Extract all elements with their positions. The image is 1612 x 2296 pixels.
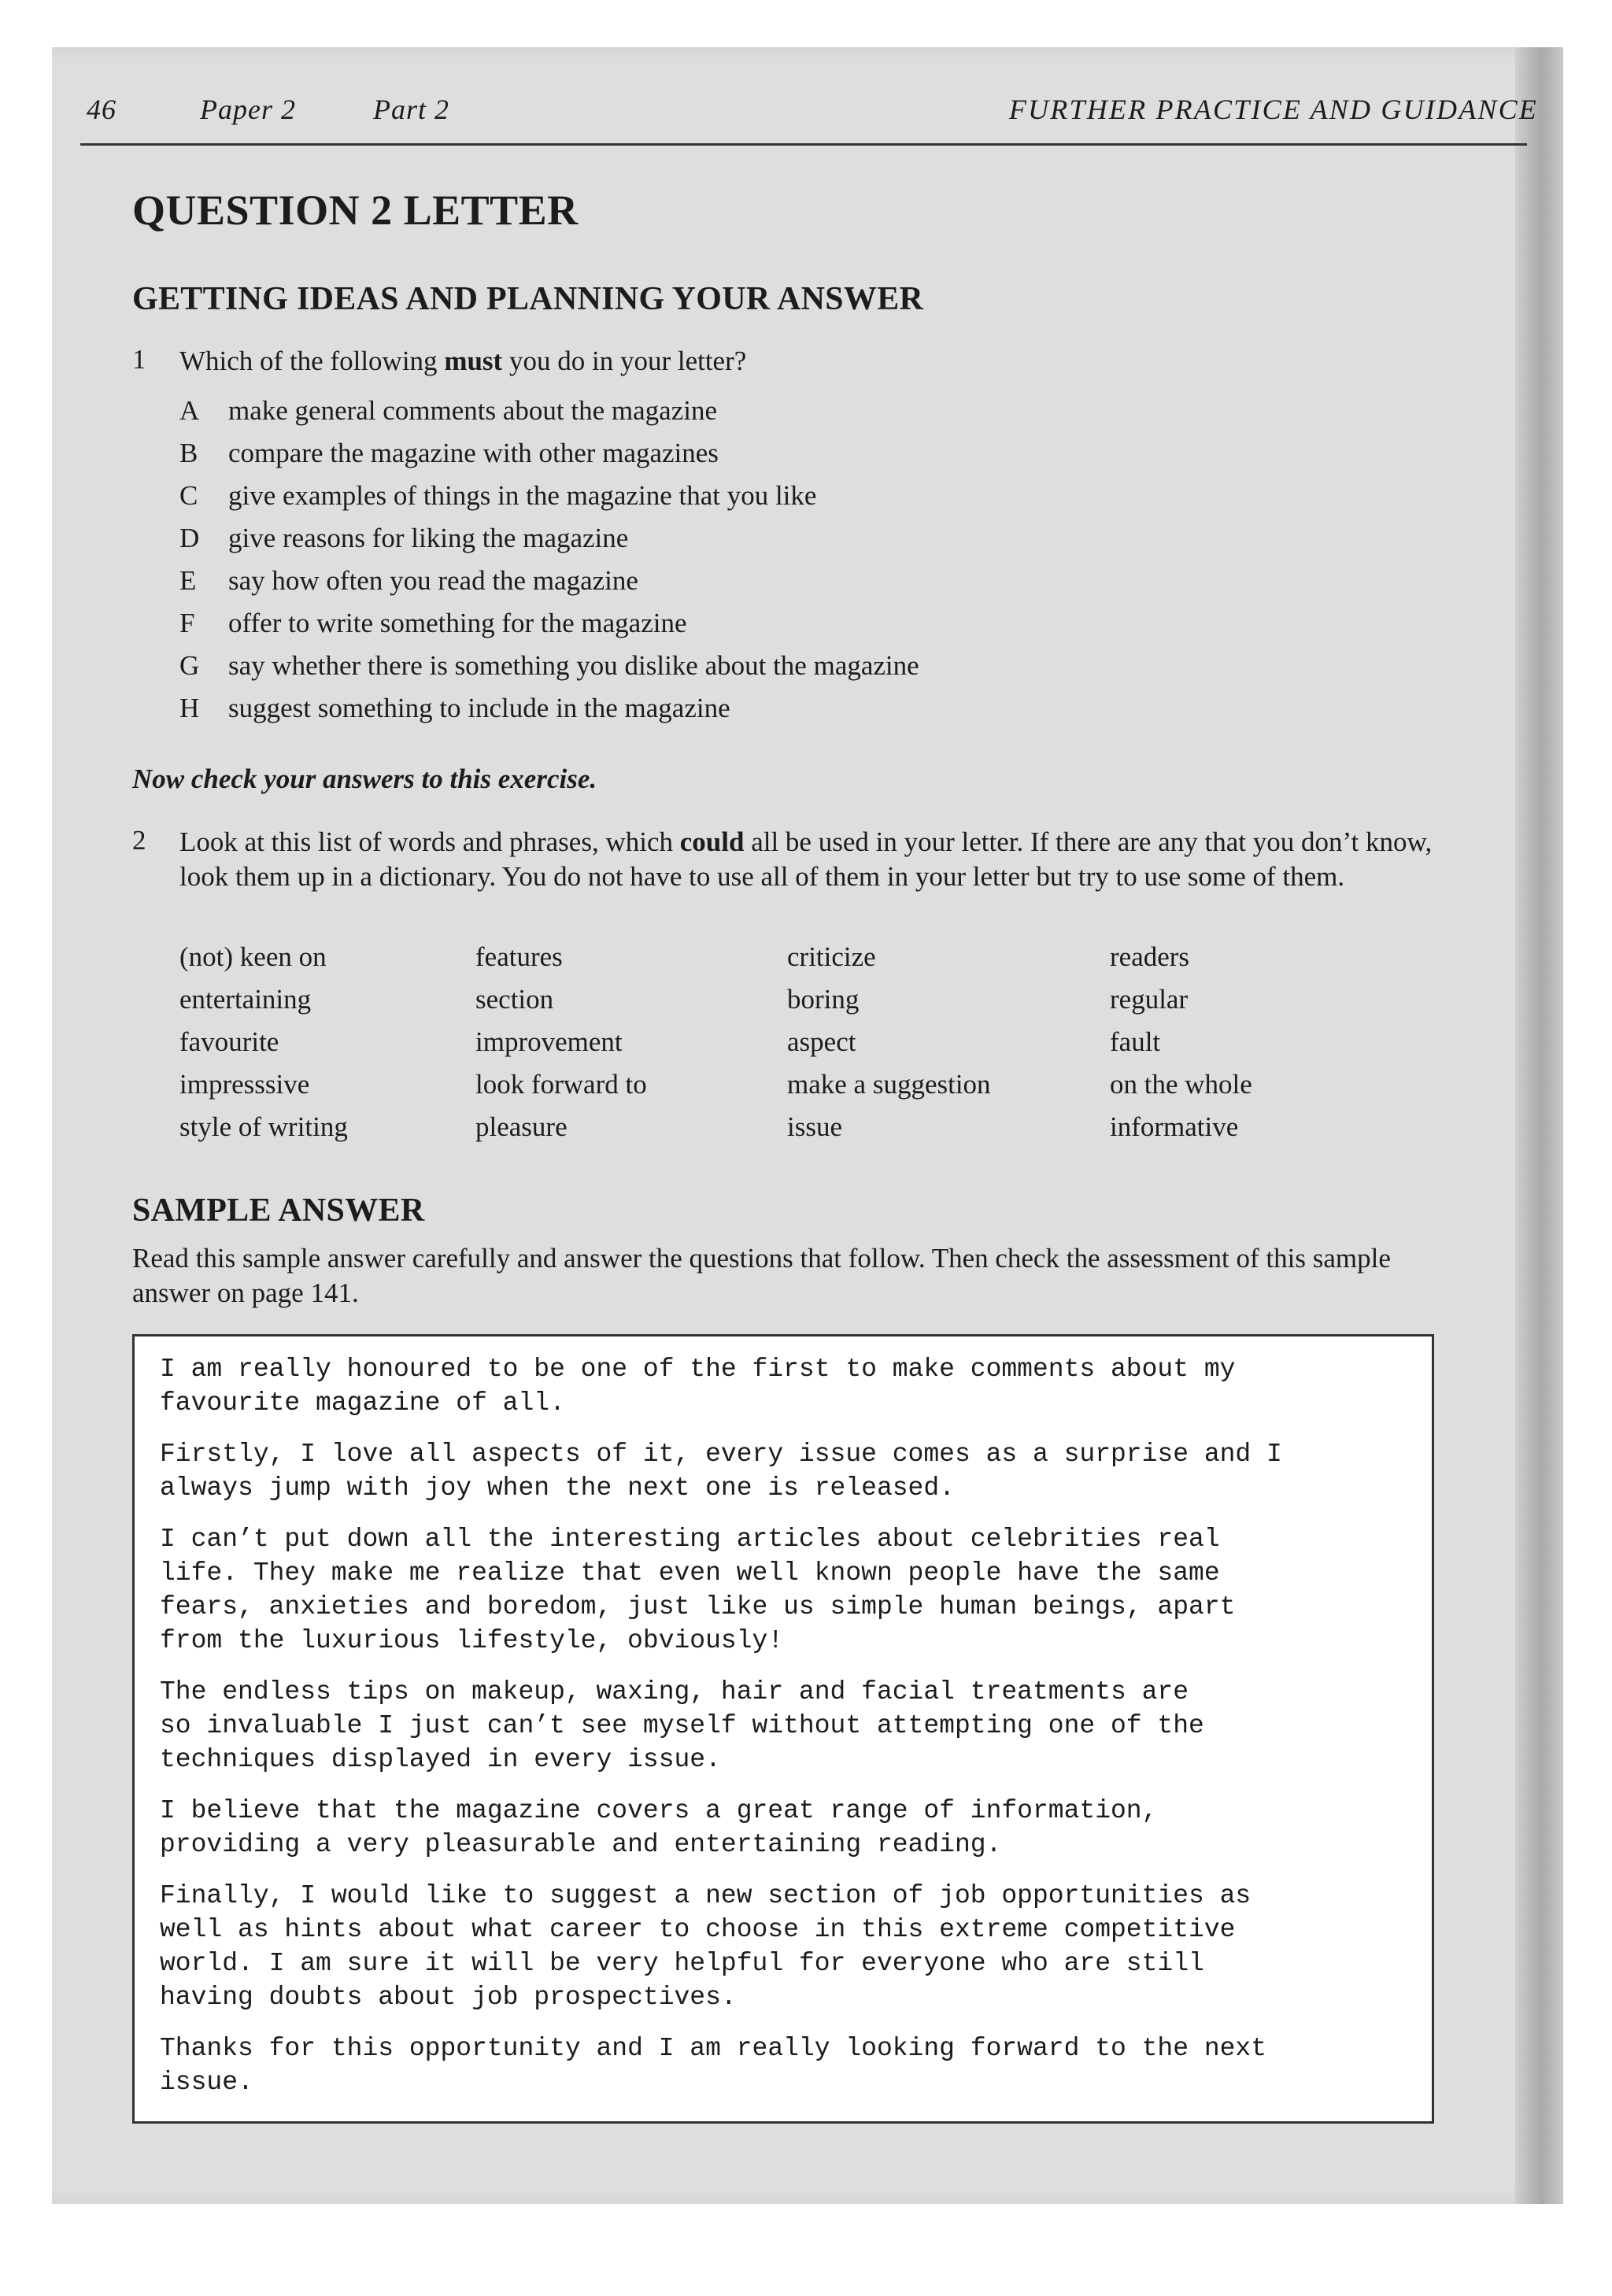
option-text: give examples of things in the magazine that you like: [228, 480, 817, 511]
sample-paragraph: I am really honoured to be one of the first to make comments about my favourite magazine of all.: [160, 1355, 1236, 1418]
word-item: section: [475, 984, 554, 1015]
word-item: style of writing: [179, 1111, 348, 1142]
word-item: readers: [1110, 941, 1190, 972]
question-1-text-start: Which of the following: [179, 346, 445, 376]
option-letter: H: [179, 693, 200, 723]
question-2-number: 2: [132, 825, 146, 856]
question-2-emphasis: could: [679, 826, 745, 857]
word-item: criticize: [787, 941, 876, 972]
question-2-text-end: all be used in your letter. If there are any that you don’t know, look them up in a dictionary. You do not have to use all of them in your letter but try to use some of them.: [179, 826, 1433, 892]
option-text: compare the magazine with other magazines: [228, 438, 719, 468]
word-item: boring: [787, 984, 860, 1015]
option-letter: B: [179, 438, 198, 468]
sample-paragraph: Firstly, I love all aspects of it, every issue comes as a surprise and I always jump with joy when the next one is released.: [160, 1440, 1282, 1503]
question-1-emphasis: must: [444, 346, 503, 376]
page-number: 46: [87, 94, 116, 125]
option-letter: A: [179, 395, 200, 426]
word-item: features: [475, 941, 563, 972]
sample-paragraph: I believe that the magazine covers a great range of information, providing a very pleasurable and entertaining reading.: [160, 1796, 1158, 1859]
word-item: impresssive: [179, 1069, 310, 1100]
planning-heading: GETTING IDEAS AND PLANNING YOUR ANSWER: [132, 281, 924, 317]
word-item: make a suggestion: [787, 1069, 991, 1100]
option-letter: E: [179, 565, 197, 596]
word-item: favourite: [179, 1026, 279, 1057]
page-spine-shadow: [1515, 47, 1563, 2204]
option-text: suggest something to include in the magazine: [228, 693, 730, 723]
word-item: entertaining: [179, 984, 312, 1015]
check-answers-instruction: Now check your answers to this exercise.: [132, 763, 597, 794]
option-text: make general comments about the magazine: [228, 395, 717, 426]
option-text: say whether there is something you dislike about the magazine: [228, 650, 919, 681]
header-part: Part 2: [373, 94, 450, 125]
word-item: on the whole: [1110, 1069, 1252, 1100]
word-item: aspect: [787, 1026, 856, 1057]
running-header: [80, 93, 1538, 146]
question-2-text: [179, 825, 1447, 894]
question-1-number: 1: [132, 344, 146, 375]
word-item: issue: [787, 1111, 842, 1142]
option-letter: C: [179, 480, 198, 511]
word-item: pleasure: [475, 1111, 568, 1142]
sample-paragraph: Thanks for this opportunity and I am really looking forward to the next issue.: [160, 2034, 1267, 2097]
word-item: fault: [1110, 1026, 1161, 1057]
sample-answer-box: [132, 1334, 1434, 2124]
word-item: informative: [1110, 1111, 1239, 1142]
word-item: look forward to: [475, 1069, 647, 1100]
question-1-text: [179, 344, 746, 379]
sample-paragraph: The endless tips on makeup, waxing, hair and facial treatments are so invaluable I just can’t see myself without attempting one of the techniques displayed in every issue.: [160, 1677, 1204, 1774]
option-letter: D: [179, 523, 200, 553]
question-2-text-start: Look at this list of words and phrases, which: [179, 826, 680, 857]
header-section-title: FURTHER PRACTICE AND GUIDANCE: [1008, 94, 1538, 125]
word-item: improvement: [475, 1026, 623, 1057]
word-item: regular: [1110, 984, 1189, 1015]
question-1-text-end: you do in your letter?: [502, 346, 747, 376]
option-letter: G: [179, 650, 200, 681]
option-letter: F: [179, 608, 195, 638]
sample-intro: Read this sample answer carefully and answer the questions that follow. Then check the assessment of this sample answer on page 141.: [132, 1243, 1391, 1308]
page-title: QUESTION 2 LETTER: [132, 187, 579, 234]
sample-answer-heading: SAMPLE ANSWER: [132, 1192, 425, 1229]
sample-paragraph: I can’t put down all the interesting articles about celebrities real life. They make me realize that even well known people have the same fears, anxieties and boredom, just like us simple human beings, apart from the luxurious lifestyle, obviously!: [160, 1525, 1236, 1655]
option-text: offer to write something for the magazine: [228, 608, 687, 638]
header-paper: Paper 2: [200, 94, 296, 125]
option-text: say how often you read the magazine: [228, 565, 638, 596]
sample-paragraph: Finally, I would like to suggest a new section of job opportunities as well as hints about what career to choose in this extreme competitive world. I am sure it will be very helpful for everyone who are still having doubts about job prospectives.: [160, 1881, 1252, 2012]
option-text: give reasons for liking the magazine: [228, 523, 629, 553]
word-item: (not) keen on: [179, 941, 327, 972]
